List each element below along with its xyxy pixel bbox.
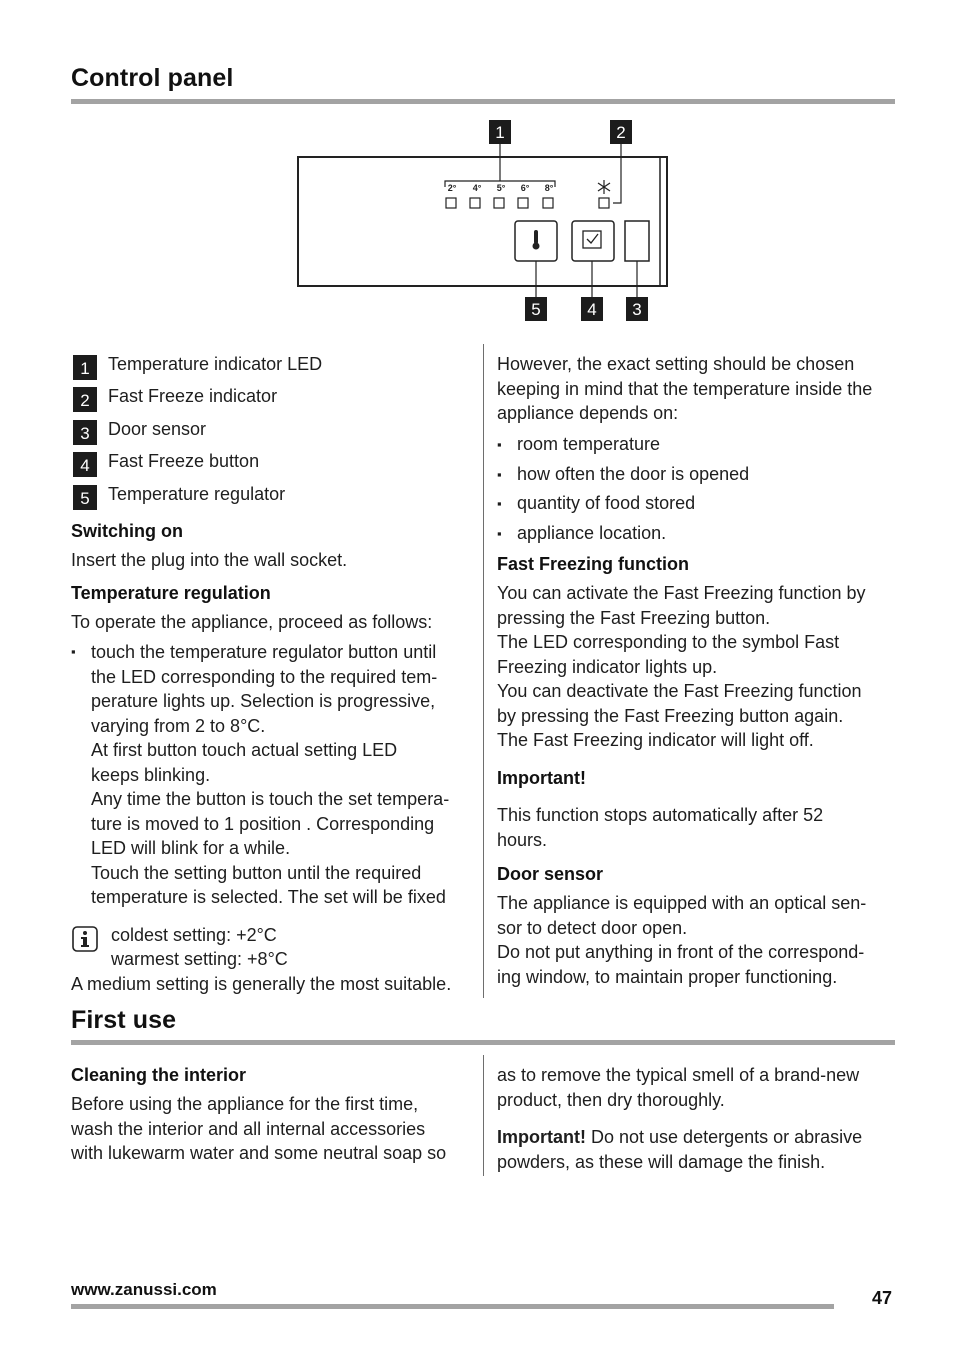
column-divider xyxy=(483,1055,484,1176)
important-text: This function stops automatically after 52 hours. xyxy=(497,805,824,850)
fast-freezing-text: You can activate the Fast Freezing function by pressing the Fast Freezing button. The LED corresponding to the symbol Fast Freezing indicator lights up. You can deactivate the Fast Freezing function by pressing the Fast Freezing button again. The Fast Freezing indicator will light off. xyxy=(497,583,866,750)
important-note-text: Do not use detergents or abrasive powders, as these will damage the finish. xyxy=(497,1127,863,1172)
callout-line-2 xyxy=(613,144,621,203)
page-number: 47 xyxy=(872,1288,893,1308)
temperature-regulation-intro: To operate the appliance, proceed as follows: xyxy=(71,612,433,632)
fast-freezing-heading: Fast Freezing function xyxy=(497,554,690,574)
temp-label: 5° xyxy=(496,183,506,193)
temp-label: 8° xyxy=(544,183,554,193)
temp-label: 4° xyxy=(472,183,482,193)
important-label: Important! xyxy=(497,1127,586,1147)
setting-intro-text: However, the exact setting should be chosen keeping in mind that the temperature inside the appliance depends on: xyxy=(497,354,873,423)
fast-freeze-led xyxy=(599,198,609,208)
column-divider xyxy=(483,344,484,998)
list-item: ▪ appliance location. xyxy=(497,519,749,549)
legend-number: 3 xyxy=(73,420,97,445)
footer-url[interactable]: www.zanussi.com xyxy=(71,1280,217,1299)
legend-number: 5 xyxy=(73,485,97,510)
list-item: ▪ quantity of food stored xyxy=(497,489,749,519)
temp-led-2 xyxy=(470,198,480,208)
callout-3: 3 xyxy=(626,297,648,321)
cleaning-interior-continued: as to remove the typical smell of a brand-new product, then dry thoroughly. xyxy=(497,1065,860,1110)
door-sensor-text: The appliance is equipped with an optical sen- sor to detect door open. Do not put anything in front of the correspond- ing window, to maintain proper functioning. xyxy=(497,893,867,987)
snowflake-icon xyxy=(598,180,610,194)
cleaning-interior-text: Before using the appliance for the first time, wash the interior and all internal accessories with lukewarm water and some neutral soap so xyxy=(71,1094,447,1163)
temp-led-4 xyxy=(518,198,528,208)
callout-2: 2 xyxy=(610,120,632,144)
temp-label: 2° xyxy=(447,183,457,193)
callout-1: 1 xyxy=(489,120,511,144)
legend-label: Temperature indicator LED xyxy=(108,354,323,374)
medium-setting-note: A medium setting is generally the most suitable. xyxy=(71,974,452,994)
cleaning-interior-heading: Cleaning the interior xyxy=(71,1065,247,1085)
warmest-setting: warmest setting: +8°C xyxy=(111,949,288,969)
callout-4: 4 xyxy=(581,297,603,321)
list-item: ▪ how often the door is opened xyxy=(497,460,749,490)
first-use-important-note xyxy=(497,1125,897,1174)
legend-label: Fast Freeze indicator xyxy=(108,386,278,406)
heading-rule xyxy=(71,1040,895,1045)
footer-rule xyxy=(71,1304,834,1309)
list-item: ▪ room temperature xyxy=(497,430,749,460)
section-title-first-use: First use xyxy=(71,1006,177,1034)
legend-number: 4 xyxy=(73,452,97,477)
control-panel-diagram xyxy=(290,115,680,330)
temperature-regulation-list xyxy=(71,640,471,910)
legend-label: Temperature regulator xyxy=(108,484,286,504)
legend-number: 2 xyxy=(73,387,97,412)
legend-label: Door sensor xyxy=(108,419,207,439)
list-item: ▪ touch the temperature regulator button until the LED corresponding to the required tem- perature lights up. Selection is progressive, varying from 2 to 8°C. At first button touch actual setting LED keeps blinking. Any time the button is touch the set tempera- ture is moved to 1 position . Corresponding LED will blink for a while. Touch the setting button until the required temperature is selected. The set will be fixed xyxy=(71,640,471,910)
important-heading: Important! xyxy=(497,768,586,788)
temperature-regulation-heading: Temperature regulation xyxy=(71,583,271,603)
heading-rule xyxy=(71,99,895,104)
switching-on-heading: Switching on xyxy=(71,521,183,541)
dependency-list xyxy=(497,430,749,548)
info-icon xyxy=(72,926,98,952)
temp-led-5 xyxy=(543,198,553,208)
temp-label: 6° xyxy=(520,183,530,193)
coldest-setting: coldest setting: +2°C xyxy=(111,925,277,945)
switching-on-text: Insert the plug into the wall socket. xyxy=(71,550,348,570)
callout-5: 5 xyxy=(525,297,547,321)
legend-label: Fast Freeze button xyxy=(108,451,260,471)
temp-led-1 xyxy=(446,198,456,208)
section-title-control-panel: Control panel xyxy=(71,64,234,92)
door-sensor-heading: Door sensor xyxy=(497,864,604,884)
legend-number: 1 xyxy=(73,355,97,380)
door-sensor-window xyxy=(625,221,649,261)
temp-led-3 xyxy=(494,198,504,208)
